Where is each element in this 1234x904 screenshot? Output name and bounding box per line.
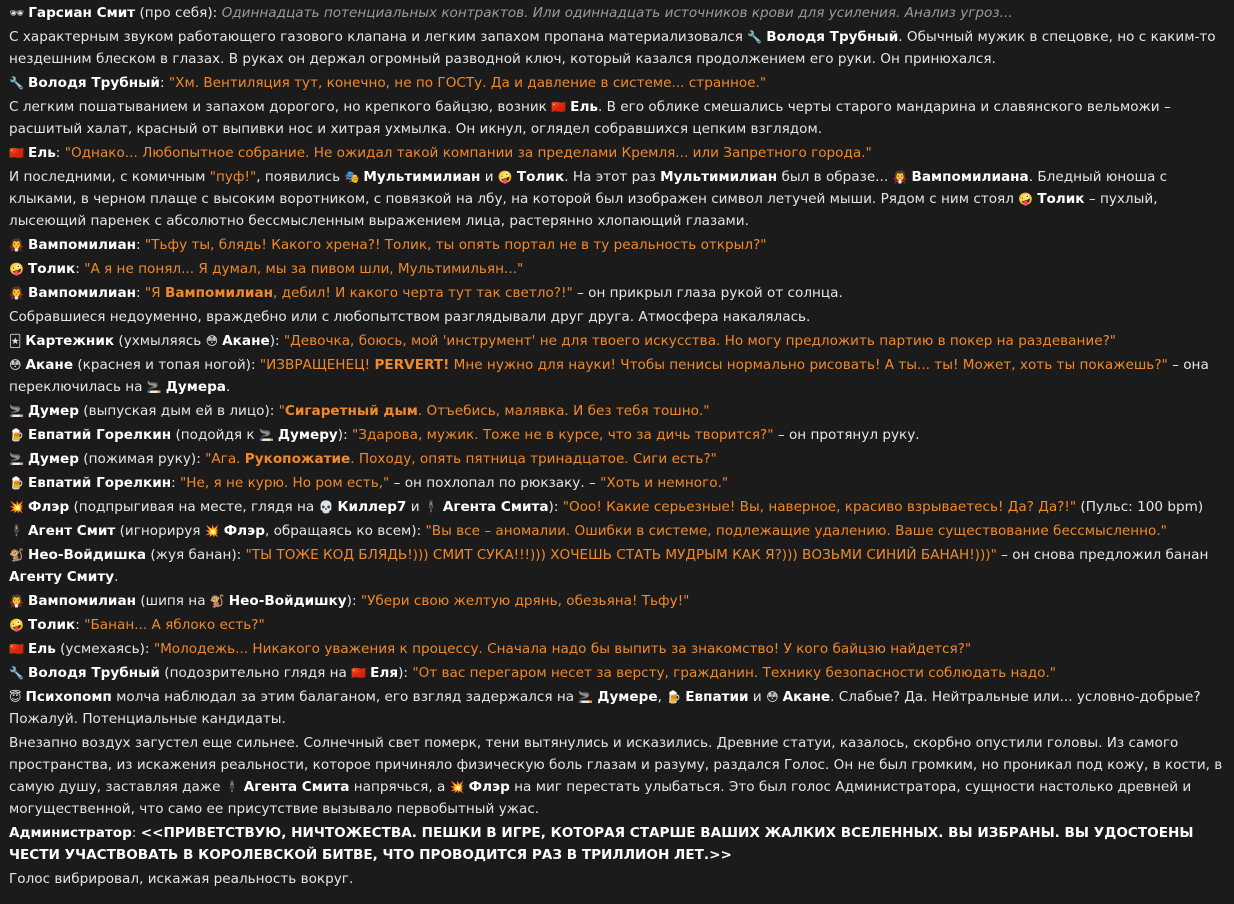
character-name: Мультимилиан xyxy=(660,169,778,185)
character-name: Ель xyxy=(27,145,56,161)
dialogue-text: "Хм. Вентиляция тут, конечно, не по ГОСТу. Да и давление в системе... странное." xyxy=(168,75,767,91)
character-emoji-icon: 🚬 xyxy=(9,404,24,418)
character-emoji-icon: 🐒 xyxy=(209,594,225,608)
chat-message xyxy=(9,96,1227,140)
narration-text: : xyxy=(131,825,141,841)
chat-message xyxy=(9,472,1227,494)
chat-message xyxy=(9,732,1227,820)
dialogue-text: Мне нужно для науки! Чтобы пенисы нормально рисовать! А ты... ты! Может, хоть ты покажешь?" xyxy=(449,357,1168,373)
character-name: Володя Трубный xyxy=(27,665,160,681)
character-emoji-icon: 🧛 xyxy=(892,170,908,184)
dialogue-text: Рукопожатие xyxy=(244,451,351,467)
narration-text: : xyxy=(75,617,85,633)
narration-text: , обращаясь ко всем): xyxy=(264,523,426,539)
character-emoji-icon: 🧛 xyxy=(9,286,24,300)
narration-text: Внезапно воздух загустел еще сильнее. Солнечный свет померк, тени вытянулись и исказились. Древние статуи, казалось, скорбно опустили головы. Из самого пространства, из искажения реальности, которое причиняло физическую боль глазам и разуму, раздался Голос. Он не был громким, но проникал под кожу, в кости, в самую душу, заставляя даже xyxy=(9,735,1223,795)
dialogue-text: Вампомилиан xyxy=(164,285,274,301)
character-emoji-icon: 🤪 xyxy=(9,262,24,276)
character-emoji-icon: 🤪 xyxy=(497,170,513,184)
narration-text: на миг перестать улыбаться. Это был голос Администратора, сущности настолько древней и могущественной, что само ее присутствие вызывало первобытный ужас. xyxy=(9,779,1192,817)
narration-text: (игнорируя xyxy=(115,523,205,539)
character-emoji-icon: 🃏 xyxy=(9,334,22,348)
dialogue-text: " xyxy=(278,403,285,419)
character-name: Думера xyxy=(165,379,226,395)
dialogue-text: , дебил! И какого черта тут так светло?!" xyxy=(273,285,573,301)
dialogue-text: "Вы все – аномалии. Ошибки в системе, подлежащие удалению. Ваше существование бессмысленно." xyxy=(425,523,1167,539)
character-name: Мультимилиан xyxy=(363,169,481,185)
dialogue-text: PERVERT! xyxy=(374,357,450,373)
character-emoji-icon: 💀 xyxy=(318,500,334,514)
character-emoji-icon: 😳 xyxy=(205,334,219,348)
narration-text: : xyxy=(136,285,145,301)
dialogue-text: . Отъебись, малявка. И без тебя тошно." xyxy=(417,403,710,419)
dialogue-text: "Ооо! Какие серьезные! Вы, наверное, красиво взрываетесь! Да? Да?!" xyxy=(562,499,1077,515)
character-name: Вампомилиан xyxy=(27,237,137,253)
chat-message xyxy=(9,868,1227,890)
chat-message xyxy=(9,330,1227,352)
narration-text: С характерным звуком работающего газового клапана и легким запахом пропана материализовался xyxy=(9,29,748,45)
character-name: Картежник xyxy=(25,333,115,349)
character-emoji-icon: 🇨🇳 xyxy=(351,666,367,680)
character-emoji-icon: 🕴 xyxy=(224,780,240,794)
character-emoji-icon: 🚬 xyxy=(146,380,162,394)
character-name: Евпатий Горелкин xyxy=(27,427,172,443)
character-name: Евпатий Горелкин xyxy=(27,475,172,491)
dialogue-text: "Здарова, мужик. Тоже не в курсе, что за дичь творится?" xyxy=(352,427,774,443)
narration-text: Собравшиеся недоуменно, враждебно или с любопытством разглядывали друг друга. Атмосфера накалялась. xyxy=(9,309,811,325)
narration-text: ): xyxy=(337,427,353,443)
chat-message xyxy=(9,166,1227,232)
narration-text: , xyxy=(657,689,667,705)
narration-text: (жуя банан): xyxy=(146,547,246,563)
character-name: Володя Трубный xyxy=(27,75,160,91)
narration-text: (пожимая руку): xyxy=(78,451,206,467)
chat-message xyxy=(9,822,1227,866)
narration-text: . xyxy=(114,569,119,585)
narration-text: (шипя на xyxy=(136,593,210,609)
character-name: Флэр xyxy=(223,523,265,539)
chat-message xyxy=(9,424,1227,446)
dialogue-text: "Ага. xyxy=(205,451,245,467)
narration-text: . На этот раз xyxy=(564,169,661,185)
character-name: Толик xyxy=(516,169,565,185)
narration-text: (краснея и топая ногой): xyxy=(73,357,260,373)
dialogue-text: "От вас перегаром несет за версту, гражданин. Технику безопасности соблюдать надо." xyxy=(412,665,1057,681)
narration-text: – пухлый, лысеющий паренек с абсолютно бессмысленным выражением лица, растерянно хлопающий глазами. xyxy=(9,191,1158,229)
character-name: Толик xyxy=(27,261,76,277)
dialogue-text: "Молодежь... Никакого уважения к процессу. Сначала надо бы выпить за знакомство! У кого байцзю найдется?" xyxy=(153,641,972,657)
dialogue-text: "Не, я не курю. Но ром есть," xyxy=(180,475,390,491)
dialogue-text: "Девочка, боюсь, мой 'инструмент' не для твоего искусства. Но могу предложить партию в покер на раздевание?" xyxy=(283,333,1117,349)
character-name: Агента Смита xyxy=(442,499,549,515)
dialogue-text: "А я не понял... Я думал, мы за пивом шли, Мультимильян..." xyxy=(84,261,524,277)
character-name: Володя Трубный xyxy=(766,29,899,45)
narration-text: ): xyxy=(398,665,413,681)
character-emoji-icon: 🧛 xyxy=(9,594,24,608)
character-emoji-icon: 🕴 xyxy=(423,500,439,514)
character-name: Ель xyxy=(570,99,598,115)
character-name: Агент Смит xyxy=(27,523,116,539)
character-emoji-icon: 🍺 xyxy=(666,690,682,704)
narration-text: (подозрительно глядя на xyxy=(159,665,352,681)
narration-text: ): xyxy=(346,593,361,609)
character-emoji-icon: 🍺 xyxy=(9,476,24,490)
narration-text: ): xyxy=(548,499,563,515)
chat-message xyxy=(9,400,1227,422)
narration-text: . xyxy=(225,379,231,395)
narration-text: – она переключилась на xyxy=(9,357,1209,395)
narration-text: – он снова предложил банан xyxy=(996,547,1209,563)
narration-text: (ухмыляясь xyxy=(114,333,206,349)
character-emoji-icon: 🤪 xyxy=(9,618,24,632)
narration-text: : xyxy=(171,475,181,491)
dialogue-text: "Однако... Любопытное собрание. Не ожидал такой компании за пределами Кремля... или Запретного города." xyxy=(64,145,872,161)
character-emoji-icon: 🔧 xyxy=(9,76,24,90)
narration-text: : xyxy=(136,237,145,253)
character-name: Администратор xyxy=(9,825,132,841)
chat-message xyxy=(9,496,1227,518)
character-emoji-icon: 😇 xyxy=(9,690,22,704)
narration-text: И последними, с комичным xyxy=(9,169,210,185)
narration-text: ): xyxy=(269,333,284,349)
character-emoji-icon: 🧛 xyxy=(9,238,24,252)
narration-text: . Слабые? Да. Нейтральные или... условно-добрые? Пожалуй. Потенциальные кандидаты. xyxy=(9,689,1201,727)
character-emoji-icon: 🚬 xyxy=(9,452,24,466)
chat-message xyxy=(9,142,1227,164)
narration-text: (про себя): xyxy=(135,5,222,21)
character-name: Агенту Смиту xyxy=(9,569,115,585)
dialogue-text: . Походу, опять пятница тринадцатое. Сиги есть?" xyxy=(350,451,717,467)
dialogue-text: "Убери свою желтую дрянь, обезьяна! Тьфу!" xyxy=(360,593,690,609)
character-name: Ель xyxy=(27,641,56,657)
narration-text: Голос вибрировал, искажая реальность вокруг. xyxy=(9,871,354,887)
character-emoji-icon: 💥 xyxy=(9,500,24,514)
narration-text: и xyxy=(748,689,767,705)
character-emoji-icon: 🔧 xyxy=(747,30,763,44)
character-name: Флэр xyxy=(468,779,510,795)
chat-message xyxy=(9,354,1227,398)
character-emoji-icon: 💥 xyxy=(449,780,465,794)
character-emoji-icon: 💥 xyxy=(204,524,220,538)
narration-text: – он протянул руку. xyxy=(773,427,920,443)
narration-text: . Бледный юноша с клыками, в черном плаще с высоким воротником, с повязкой на лбу, на которой был изображен символ летучей мыши. Рядом с ним стоял xyxy=(9,169,1168,207)
character-name: Гарсиан Смит xyxy=(28,5,136,21)
dialogue-text: "Тьфу ты, блядь! Какого хрена?! Толик, ты опять портал не в ту реальность открыл?" xyxy=(144,237,767,253)
character-name: Нео-Войдишку xyxy=(228,593,347,609)
character-emoji-icon: 🍺 xyxy=(9,428,24,442)
character-name: Еля xyxy=(370,665,399,681)
character-emoji-icon: 🇨🇳 xyxy=(9,642,24,656)
narration-text: – он похлопал по рюкзаку. – xyxy=(389,475,601,491)
narration-text: . Обычный мужик в спецовке, но с каким-то нездешним блеском в глазах. В руках он держал огромный разводной ключ, который казался продолжением его руки. Он принюхался. xyxy=(9,29,1216,67)
character-name: Вампомилиана xyxy=(911,169,1029,185)
dialogue-text: "Банан... А яблоко есть?" xyxy=(84,617,265,633)
chat-message xyxy=(9,448,1227,470)
narration-text: : xyxy=(55,145,65,161)
character-name: Психопомп xyxy=(25,689,112,705)
dialogue-text: "Хоть и немного." xyxy=(600,475,729,491)
narration-text: : xyxy=(159,75,169,91)
character-name: Нео-Войдишка xyxy=(27,547,147,563)
dialogue-text: "пуф!" xyxy=(209,169,257,185)
dialogue-text: "ИЗВРАЩЕНЕЦ! xyxy=(259,357,375,373)
character-emoji-icon: 🤪 xyxy=(1018,192,1034,206)
character-name: Акане xyxy=(222,333,270,349)
character-emoji-icon: 🕶 xyxy=(9,6,25,20)
character-emoji-icon: 🚬 xyxy=(258,428,274,442)
narration-text: – он прикрыл глаза рукой от солнца. xyxy=(572,285,843,301)
narration-text: (Пульс: 100 bpm) xyxy=(1076,499,1204,515)
narration-text: (подойдя к xyxy=(171,427,259,443)
character-name: Евпатии xyxy=(685,689,749,705)
character-name: Толик xyxy=(1037,191,1085,207)
chat-message xyxy=(9,234,1227,256)
character-name: Думере xyxy=(597,689,658,705)
character-emoji-icon: 🚬 xyxy=(578,690,594,704)
character-name: Толик xyxy=(27,617,76,633)
character-name: Вампомилиан xyxy=(27,285,137,301)
character-name: Агента Смита xyxy=(243,779,350,795)
narration-text: молча наблюдал за этим балаганом, его взгляд задержался на xyxy=(111,689,579,705)
character-emoji-icon: 🔧 xyxy=(9,666,24,680)
chat-message xyxy=(9,638,1227,660)
character-name: Акане xyxy=(782,689,831,705)
chat-message xyxy=(9,544,1227,588)
chat-message xyxy=(9,662,1227,684)
chat-message xyxy=(9,590,1227,612)
dialogue-text: "Я xyxy=(144,285,165,301)
character-emoji-icon: 🐒 xyxy=(9,548,24,562)
chat-message xyxy=(9,26,1227,70)
narration-text: (подпрыгивая на месте, глядя на xyxy=(69,499,319,515)
character-emoji-icon: 😳 xyxy=(766,690,779,704)
narration-text: и xyxy=(480,169,498,185)
chat-message xyxy=(9,306,1227,328)
narration-text: С легким пошатыванием и запахом дорогого, но крепкого байцзю, возник xyxy=(9,99,552,115)
chat-message xyxy=(9,282,1227,304)
chat-log xyxy=(9,2,1227,892)
character-emoji-icon: 🎭 xyxy=(344,170,360,184)
character-emoji-icon: 🇨🇳 xyxy=(9,146,24,160)
chat-message xyxy=(9,686,1227,730)
narration-text: Одиннадцать потенциальных контрактов. Или одиннадцать источников крови для усиления. Анализ угроз... xyxy=(221,5,1013,21)
dialogue-text: "ТЫ ТОЖЕ КОД БЛЯДЬ!))) СМИТ СУКА!!!))) ХОЧЕШЬ СТАТЬ МУДРЫМ КАК Я?))) ВОЗЬМИ СИНИЙ БАНАН!)))" xyxy=(245,547,997,563)
dialogue-text: Сигаретный дым xyxy=(284,403,418,419)
narration-text: . В его облике смешались черты старого мандарина и славянского вельможи – расшитый халат, красный от выпивки нос и хитрая ухмылка. Он икнул, оглядел собравшихся цепким взглядом. xyxy=(9,99,1171,137)
character-name: Думер xyxy=(27,403,79,419)
character-name: Вампомилиан xyxy=(27,593,137,609)
narration-text: напрячься, а xyxy=(349,779,450,795)
narration-text: : xyxy=(75,261,85,277)
character-name: Думер xyxy=(27,451,79,467)
chat-message xyxy=(9,258,1227,280)
chat-message xyxy=(9,2,1227,24)
character-name: Флэр xyxy=(27,499,70,515)
chat-message xyxy=(9,520,1227,542)
narration-text: , появились xyxy=(256,169,345,185)
character-emoji-icon: 🇨🇳 xyxy=(551,100,567,114)
chat-message xyxy=(9,614,1227,636)
narration-text: и xyxy=(406,499,424,515)
character-name: Акане xyxy=(25,357,74,373)
character-name: Киллер7 xyxy=(337,499,407,515)
narration-text: (выпуская дым ей в лицо): xyxy=(78,403,279,419)
chat-message xyxy=(9,72,1227,94)
character-name: <<ПРИВЕТСТВУЮ, НИЧТОЖЕСТВА. ПЕШКИ В ИГРЕ, КОТОРАЯ СТАРШЕ ВАШИХ ЖАЛКИХ ВСЕЛЕННЫХ. ВЫ ИЗБРАНЫ. ВЫ УДОСТОЕНЫ ЧЕСТИ УЧАСТВОВАТЬ В КОРОЛЕВСКОЙ БИТВЕ, ЧТО ПРОВОДИТСЯ РАЗ В ТРИЛЛИОН ЛЕТ.>> xyxy=(9,825,1194,863)
character-emoji-icon: 🕴 xyxy=(9,524,24,538)
narration-text: (усмехаясь): xyxy=(55,641,154,657)
narration-text: был в образе... xyxy=(777,169,893,185)
character-emoji-icon: 😳 xyxy=(9,358,22,372)
character-name: Думеру xyxy=(277,427,338,443)
